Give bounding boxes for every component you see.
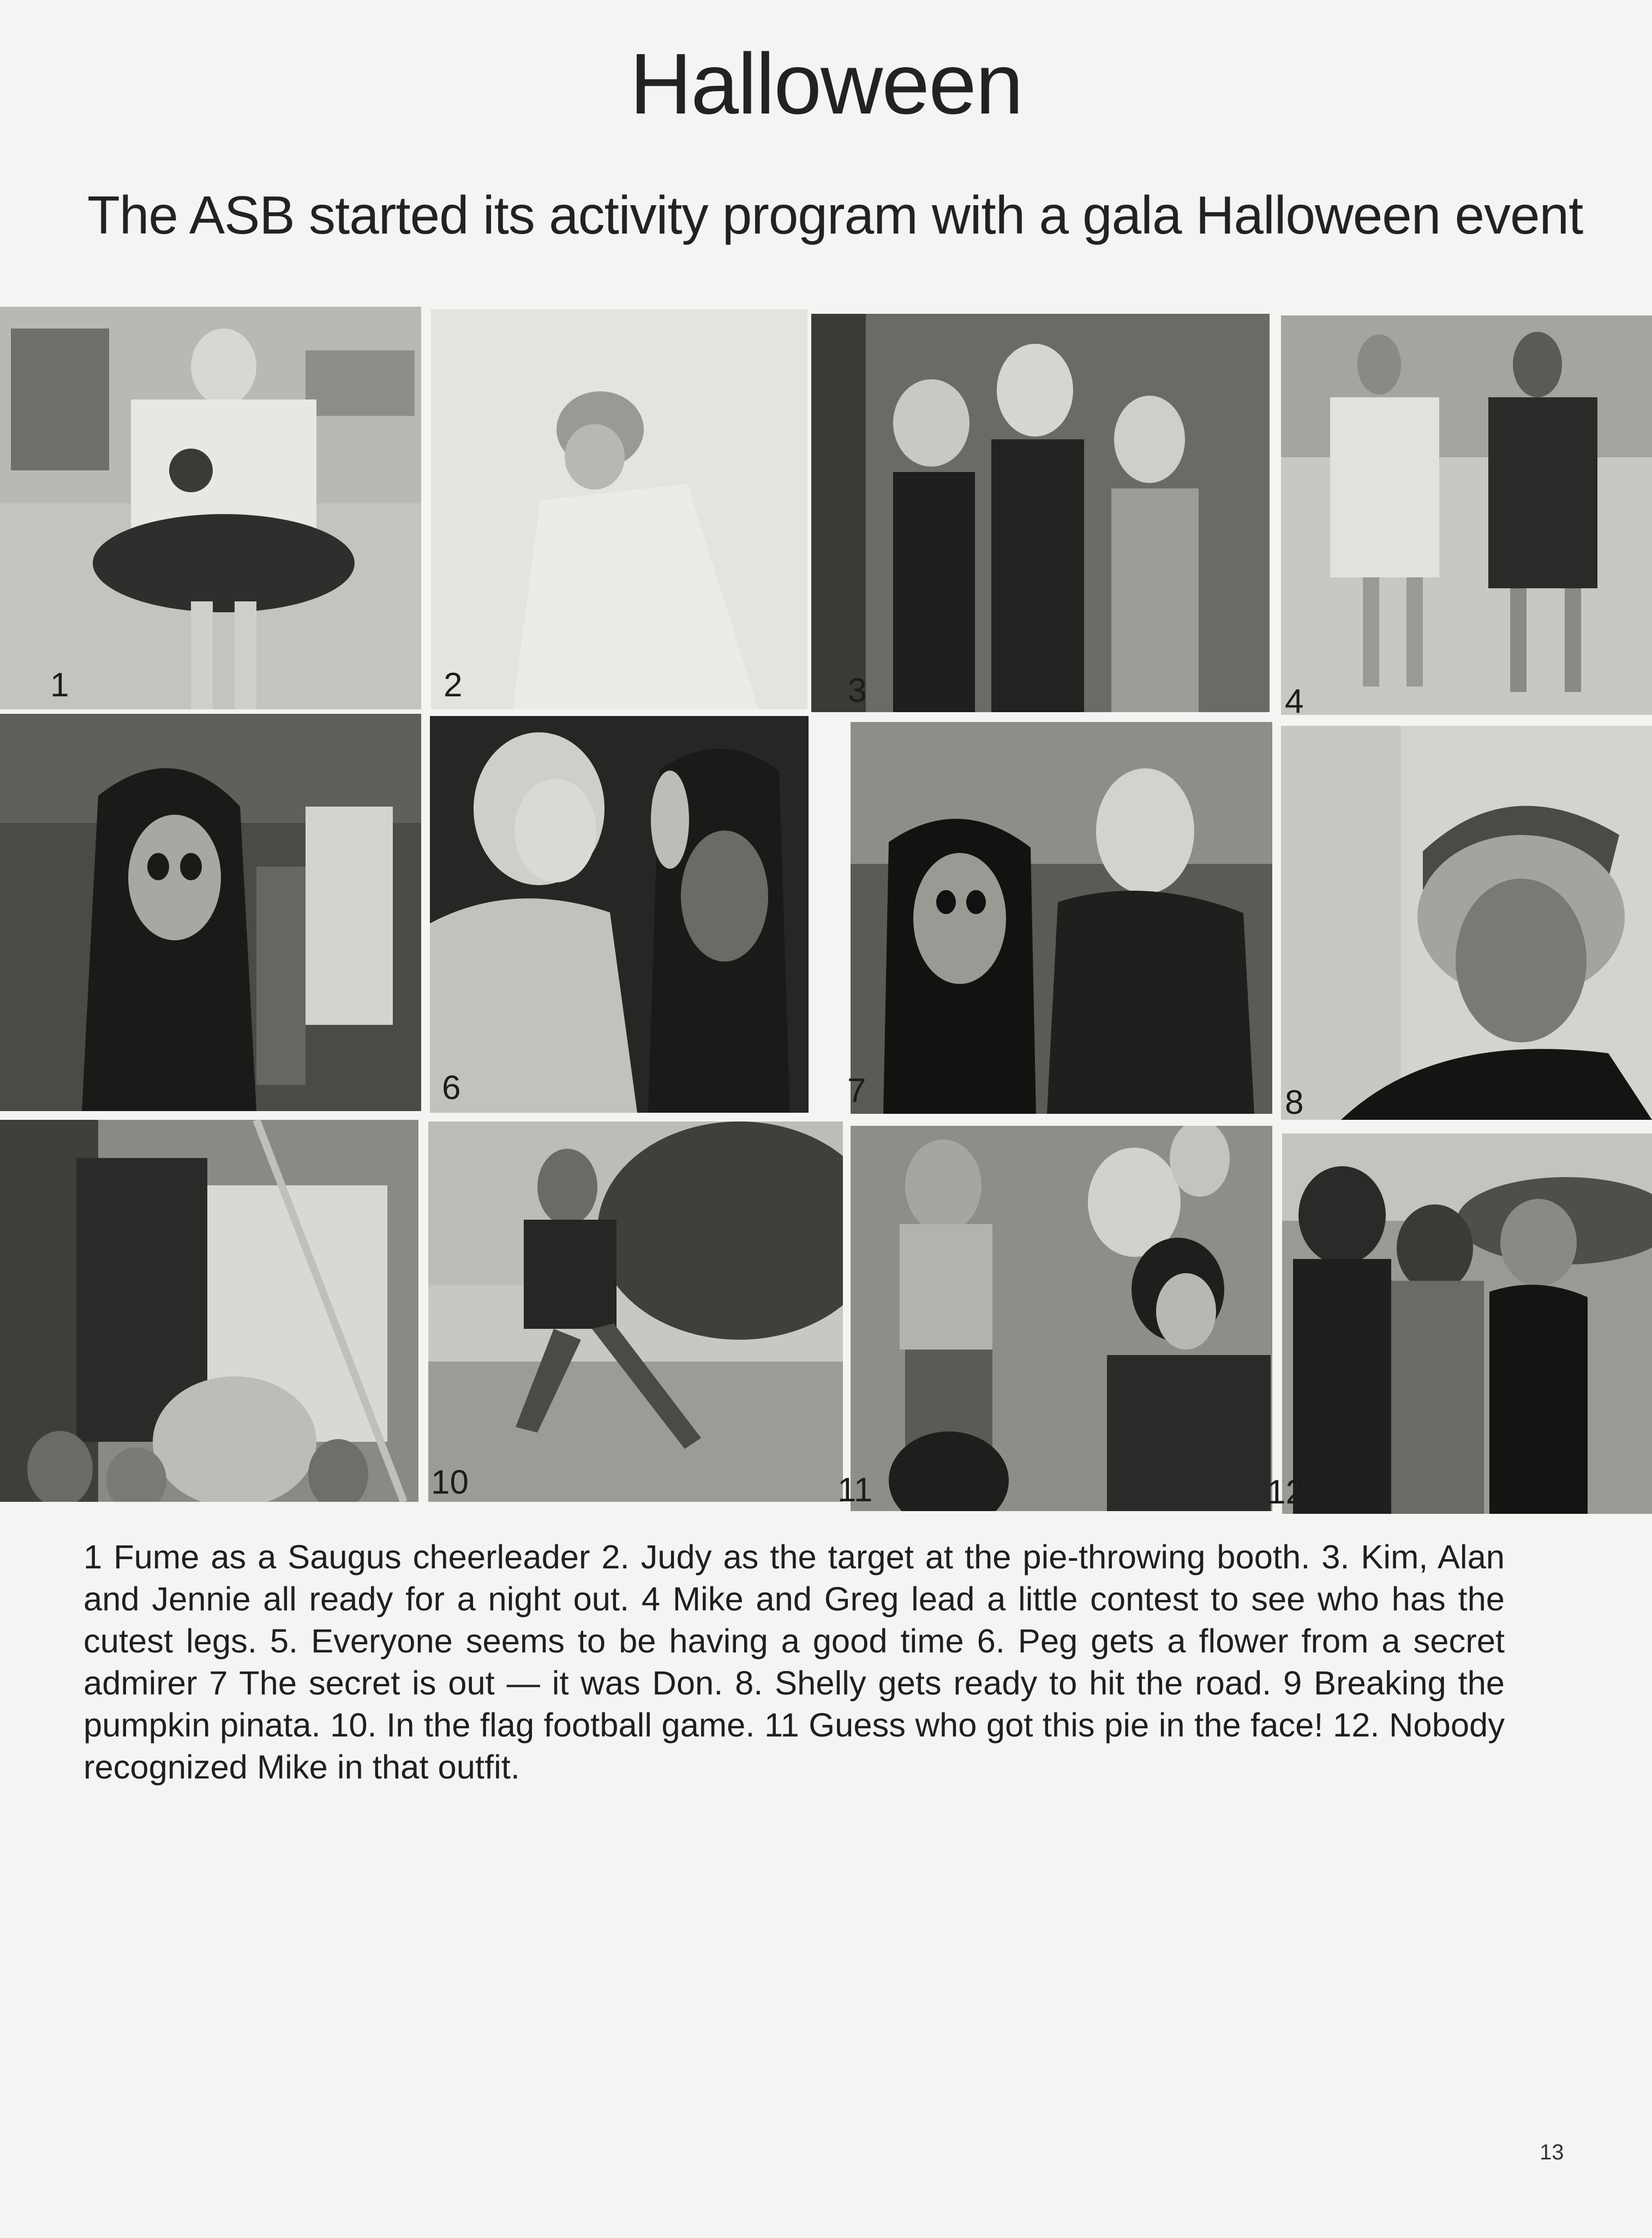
photo-number: 11	[837, 1471, 873, 1509]
photo-number: 10	[431, 1464, 469, 1501]
photo-number: 2	[444, 666, 463, 704]
photo-1-cheerleader	[0, 307, 421, 709]
photo-4-legs-contest	[1281, 315, 1652, 715]
photo-7-secret-out	[851, 722, 1272, 1114]
caption-text: 1 Fume as a Saugus cheerleader 2. Judy as the target at the pie-throwing booth. 3. Kim, Alan and Jennie all ready for a night out. 4 Mike and Greg lead a little contest to see who has the cutest legs. 5. Everyone seems to be having a good time 6. Peg gets a flower from a secret admirer 7 The secret is out — it was Don. 8. Shelly gets ready to hit the road. 9 Breaking the pumpkin pinata. 10. In the flag football game. 11 Guess who got this pie in the face! 12. Nobody recognized Mike in that outfit.	[83, 1538, 1505, 1786]
photo-5-skull-mask	[0, 714, 421, 1111]
photo-number: 12	[1267, 1473, 1304, 1511]
page-title: Halloween	[630, 36, 1022, 132]
page-number: 13	[1540, 2140, 1564, 2164]
photo-2-pie-booth	[431, 309, 807, 709]
photo-number: 7	[847, 1072, 866, 1109]
photo-8-shelly-hobo	[1281, 726, 1652, 1120]
photo-captions	[83, 1536, 1505, 1788]
photo-number: 1	[50, 666, 69, 704]
photo-number: 8	[1285, 1084, 1304, 1121]
photo-10-flag-football	[428, 1121, 843, 1502]
photo-6-secret-admirer	[430, 716, 809, 1113]
photo-9-pinata	[0, 1120, 418, 1502]
photo-number: 6	[442, 1069, 461, 1107]
photo-3-costume-group	[811, 314, 1270, 712]
photo-number: 4	[1285, 683, 1304, 720]
page-subtitle: The ASB started its activity program with a gala Halloween event	[87, 185, 1583, 245]
photo-11-pie-in-face	[851, 1126, 1272, 1511]
photo-number: 3	[848, 672, 867, 709]
photo-12-mike-outfit	[1282, 1133, 1652, 1514]
